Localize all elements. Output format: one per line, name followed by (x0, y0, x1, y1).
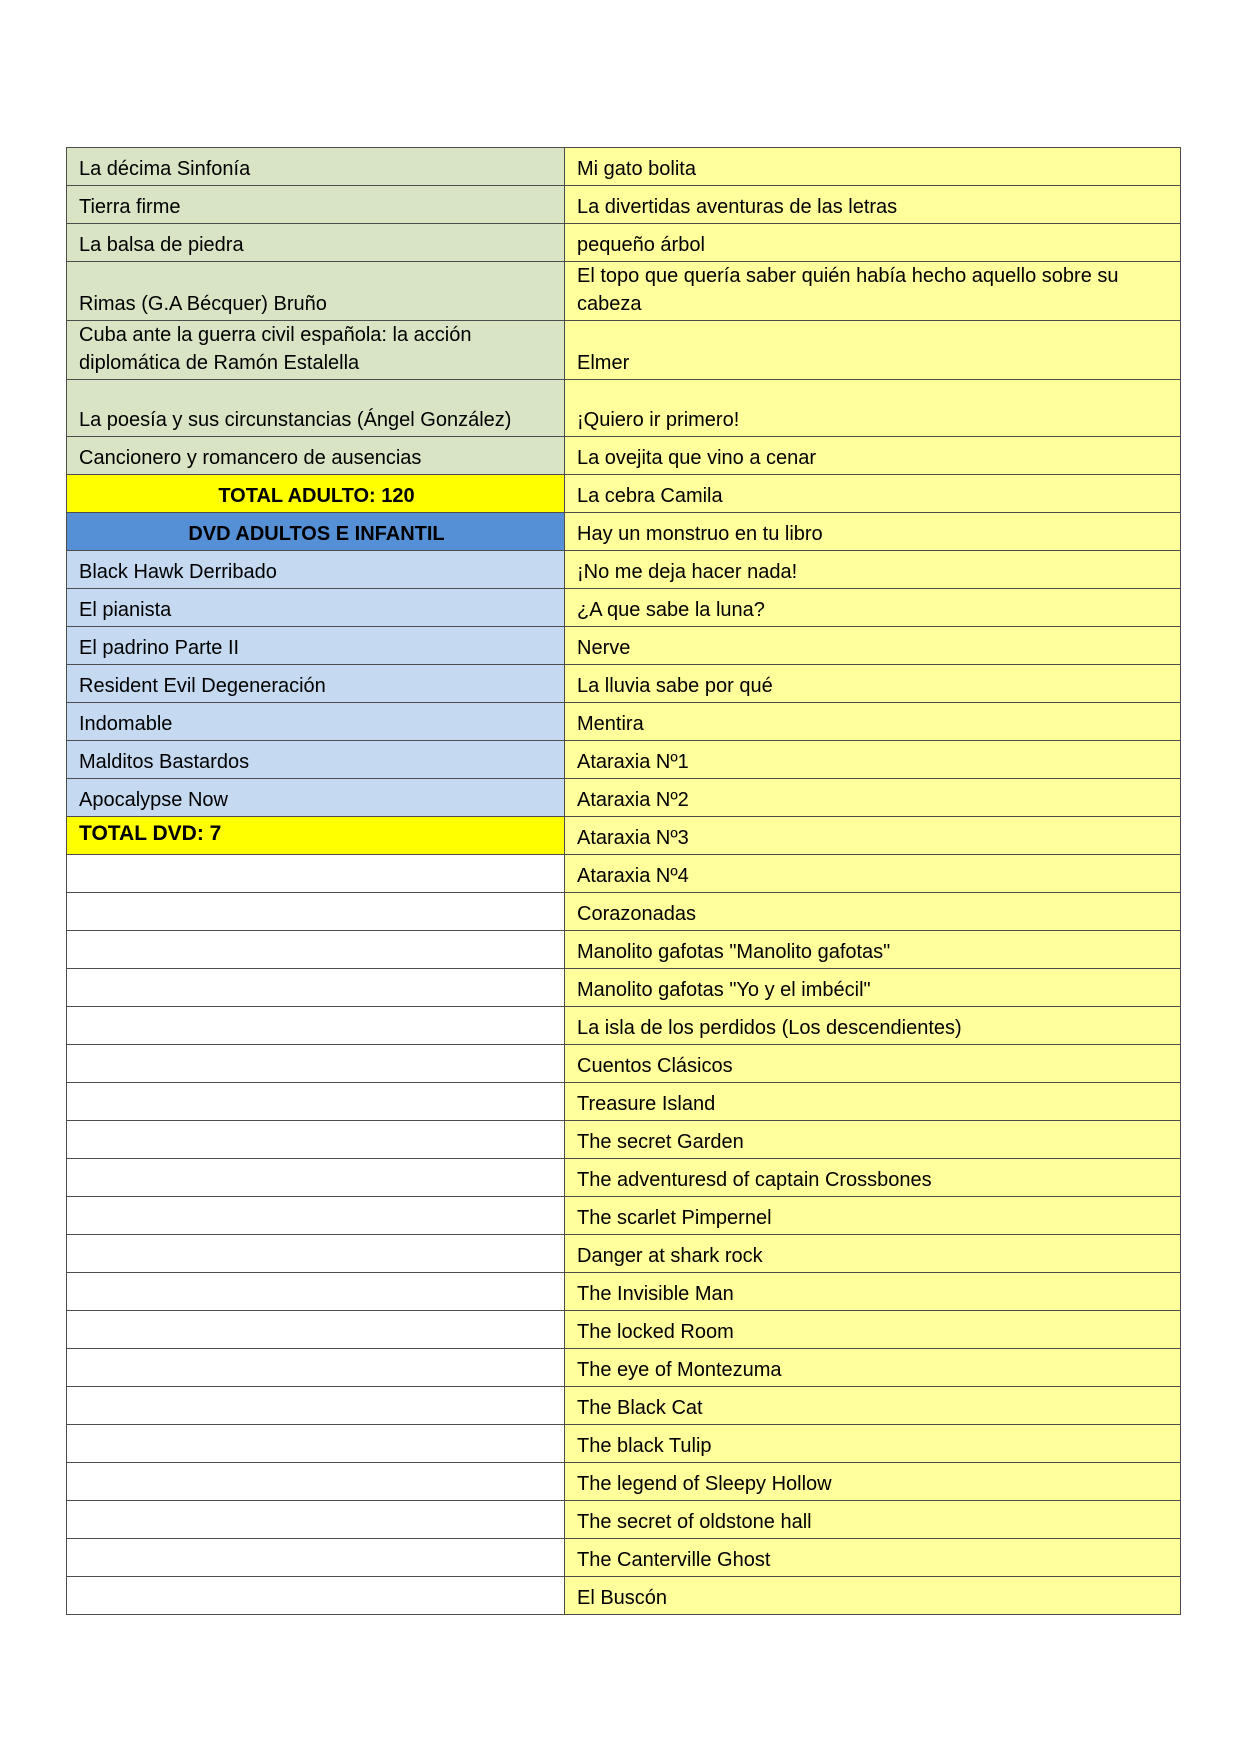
right-title-cell: ¡Quiero ir primero! (565, 380, 1181, 437)
left-title-cell: Tierra firme (67, 186, 565, 224)
right-title-cell: Hay un monstruo en tu libro (565, 513, 1181, 551)
right-title-cell: The locked Room (565, 1311, 1181, 1349)
dvd-section-header: DVD ADULTOS E INFANTIL (67, 513, 565, 551)
right-title-cell: Mi gato bolita (565, 148, 1181, 186)
right-title-cell: La divertidas aventuras de las letras (565, 186, 1181, 224)
left-title-cell: Black Hawk Derribado (67, 551, 565, 589)
empty-cell (67, 1007, 565, 1045)
table-row (67, 741, 1181, 779)
empty-cell (67, 931, 565, 969)
right-title-cell: The scarlet Pimpernel (565, 1197, 1181, 1235)
total-dvd-cell: TOTAL DVD: 7 (67, 817, 565, 855)
right-title-cell: The secret of oldstone hall (565, 1501, 1181, 1539)
right-title-cell: Elmer (565, 321, 1181, 380)
empty-cell (67, 1197, 565, 1235)
empty-cell (67, 855, 565, 893)
empty-cell (67, 1387, 565, 1425)
empty-cell (67, 1539, 565, 1577)
table-row (67, 1463, 1181, 1501)
table-row (67, 513, 1181, 551)
left-title-cell: El pianista (67, 589, 565, 627)
table-row (67, 1425, 1181, 1463)
right-title-cell: The eye of Montezuma (565, 1349, 1181, 1387)
table-row (67, 437, 1181, 475)
left-title-cell: Apocalypse Now (67, 779, 565, 817)
right-title-cell: El Buscón (565, 1577, 1181, 1615)
table-row (67, 1045, 1181, 1083)
empty-cell (67, 893, 565, 931)
table-row (67, 224, 1181, 262)
empty-cell (67, 1121, 565, 1159)
table-row (67, 1159, 1181, 1197)
table-row (67, 817, 1181, 855)
empty-cell (67, 1235, 565, 1273)
table-row (67, 779, 1181, 817)
empty-cell (67, 1349, 565, 1387)
right-title-cell: La lluvia sabe por qué (565, 665, 1181, 703)
left-title-cell: La balsa de piedra (67, 224, 565, 262)
left-title-cell: La poesía y sus circunstancias (Ángel González) (67, 380, 565, 437)
right-title-cell: ¿A que sabe la luna? (565, 589, 1181, 627)
left-title-cell: Malditos Bastardos (67, 741, 565, 779)
table-row (67, 262, 1181, 321)
left-title-cell: Cuba ante la guerra civil española: la acción diplomática de Ramón Estalella (67, 321, 565, 380)
right-title-cell: Manolito gafotas "Yo y el imbécil" (565, 969, 1181, 1007)
table-row (67, 627, 1181, 665)
table-row (67, 1197, 1181, 1235)
right-title-cell: The Black Cat (565, 1387, 1181, 1425)
empty-cell (67, 1463, 565, 1501)
right-title-cell: Corazonadas (565, 893, 1181, 931)
table-row (67, 1387, 1181, 1425)
table-row (67, 148, 1181, 186)
table-row (67, 475, 1181, 513)
right-title-cell: Ataraxia Nº2 (565, 779, 1181, 817)
table-row (67, 321, 1181, 380)
table-row (67, 589, 1181, 627)
right-title-cell: Manolito gafotas "Manolito gafotas" (565, 931, 1181, 969)
right-title-cell: The black Tulip (565, 1425, 1181, 1463)
right-title-cell: El topo que quería saber quién había hecho aquello sobre su cabeza (565, 262, 1181, 321)
table-row (67, 855, 1181, 893)
table-row (67, 893, 1181, 931)
table-row (67, 551, 1181, 589)
table-row (67, 1273, 1181, 1311)
right-title-cell: La isla de los perdidos (Los descendientes) (565, 1007, 1181, 1045)
empty-cell (67, 1425, 565, 1463)
empty-cell (67, 1045, 565, 1083)
right-title-cell: The Canterville Ghost (565, 1539, 1181, 1577)
right-title-cell: Ataraxia Nº4 (565, 855, 1181, 893)
table-row (67, 186, 1181, 224)
right-title-cell: Danger at shark rock (565, 1235, 1181, 1273)
left-title-cell: Indomable (67, 703, 565, 741)
left-title-cell: El padrino Parte II (67, 627, 565, 665)
right-title-cell: The adventuresd of captain Crossbones (565, 1159, 1181, 1197)
right-title-cell: Mentira (565, 703, 1181, 741)
right-title-cell: Cuentos Clásicos (565, 1045, 1181, 1083)
left-title-cell: Resident Evil Degeneración (67, 665, 565, 703)
right-title-cell: pequeño árbol (565, 224, 1181, 262)
empty-cell (67, 1083, 565, 1121)
table-row (67, 380, 1181, 437)
table-row (67, 1007, 1181, 1045)
right-title-cell: Treasure Island (565, 1083, 1181, 1121)
total-adulto-cell: TOTAL ADULTO: 120 (67, 475, 565, 513)
book-list-table (66, 147, 1181, 1615)
left-title-cell: Rimas (G.A Bécquer) Bruño (67, 262, 565, 321)
right-title-cell: La ovejita que vino a cenar (565, 437, 1181, 475)
table-row (67, 1577, 1181, 1615)
table-row (67, 665, 1181, 703)
empty-cell (67, 1311, 565, 1349)
left-title-cell: Cancionero y romancero de ausencias (67, 437, 565, 475)
empty-cell (67, 1577, 565, 1615)
empty-cell (67, 969, 565, 1007)
right-title-cell: The secret Garden (565, 1121, 1181, 1159)
empty-cell (67, 1501, 565, 1539)
right-title-cell: Ataraxia Nº3 (565, 817, 1181, 855)
table-row (67, 969, 1181, 1007)
empty-cell (67, 1273, 565, 1311)
empty-cell (67, 1159, 565, 1197)
table-row (67, 703, 1181, 741)
table-row (67, 1501, 1181, 1539)
right-title-cell: The legend of Sleepy Hollow (565, 1463, 1181, 1501)
right-title-cell: Nerve (565, 627, 1181, 665)
table-row (67, 1083, 1181, 1121)
table-row (67, 1539, 1181, 1577)
table-body (67, 148, 1181, 1615)
right-title-cell: Ataraxia Nº1 (565, 741, 1181, 779)
left-title-cell: La décima Sinfonía (67, 148, 565, 186)
table-row (67, 931, 1181, 969)
table-row (67, 1121, 1181, 1159)
right-title-cell: ¡No me deja hacer nada! (565, 551, 1181, 589)
table-row (67, 1235, 1181, 1273)
right-title-cell: The Invisible Man (565, 1273, 1181, 1311)
table-row (67, 1311, 1181, 1349)
table-row (67, 1349, 1181, 1387)
right-title-cell: La cebra Camila (565, 475, 1181, 513)
